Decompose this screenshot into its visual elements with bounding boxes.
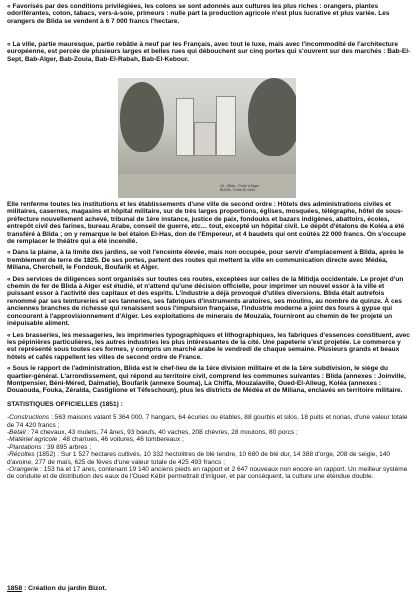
stats-label: -Plantations	[7, 443, 42, 451]
stats-value: : 153 ha et 17 ares, contenant 19 140 anciens pieds en rapport et 2 647 nouveaux non encore en rapport. Un meilleur système de conduite et de distribution des eaux de l'Oued Kébir permettrait d'irriguer, et par conséquent, la culture une étendue double.	[7, 466, 408, 481]
stats-label: -Bétail	[7, 428, 26, 436]
stats-value: : 39 895 arbres ;	[41, 443, 92, 451]
photo-tree-right	[248, 78, 296, 156]
stats-value: : 48 charrues, 46 voitures, 46 tombereaux ;	[57, 436, 184, 444]
stats-value: (1852) : Sur 1 527 hectares cultivés, 10 332 hectolitres de blé tendre, 10 680 de blé dur, 14 388 d'orge, 208 de seigle, 140 d'avoine, 277 de maïs, 625 de fèves d'une valeur totale de 425 493 francs ;	[7, 451, 391, 466]
footer-year: 1858	[7, 585, 23, 592]
paragraph-industries: « Les brasseries, les messageries, les imprimeries typographiques et lithographiques, les fabriques d'essences constituent, avec les pépinières particulières, les autres industries les plus intéressantes de la cité. Une papeterie s'est projetée. Le commerce y est représenté sous toutes ces formes, y compris un marché arabe le vendredi de chaque semaine. Plusieurs grands et beaux hôtels et cafés rappellent les villes de second ordre de France.	[7, 331, 410, 361]
photo-gate-pillar-left	[176, 98, 194, 156]
stats-value: : 74 chevaux, 43 mulets, 74 ânes, 93 bœufs, 40 vaches, 208 chèvres, 28 moutons, 80 porcs ;	[25, 428, 298, 436]
photo-caption-line2: BLIDA - Porte El-Sebt	[220, 188, 255, 192]
paragraph-institutions: Elle renferme toutes les institutions et les établissements d'une ville de second ordre : Hôtels des administrations civiles et militaires, casernes, magasins et hôpital militaire, sur de très larges proportions, églises, mosquées, télégraphe, hôtel de sous-préfecture nouvellement achevé, tribunal de 1ère instance, justice de paix, fondouks et bazars indigènes, abattoirs, écoles, entrepôt civil des farines, bureau Arabe, conseil de guerre, etc… tout, excepté un hôpital civil. Le dépôt d'étalons de Koléa a été transféré à Blida ; on y remarque le bel étalon El-Has, don de l'Empereur, et 4 baudets qui ont coûtés 22 000 francs. On s'occupe de remplacer le théâtre qui a été incendié.	[7, 201, 406, 246]
stats-line-materiel	[7, 436, 411, 443]
stats-line-betail	[7, 429, 411, 436]
stats-line-plantations	[7, 444, 411, 451]
photo-gate-wall	[194, 122, 216, 156]
body-text	[7, 201, 411, 481]
photo-caption	[220, 184, 294, 192]
stats-heading: STATISTIQUES OFFICIELLES (1851) :	[7, 400, 123, 408]
stats-line-orangerie	[7, 466, 411, 481]
footer-line	[7, 585, 411, 592]
stats-line-recoltes	[7, 451, 411, 466]
paragraph-administration: « Sous le rapport de l'administration, Blida est le chef-lieu de la 1ère division militaire et de la 1ère subdivision, le siège du quartier-général. L'arrondissement, qui répond au territoire civil, comprend les communes suivantes : Blida (annexes : Joinville, Montpensier, Béni-Méred, Dalmatie), Boufarik (annexe Souma), La Chiffa, Mouzaïaville, Oued-El-Alleug, Koléa (annexes : Douaouda, Fouka, Zéralda, Castiglione et Téfeschoun), plus les districts de Médéa et de Miliana, enclavés en territoire militaire.	[7, 365, 406, 395]
quote-paragraph: « La ville, partie mauresque, partie rebâtie à neuf par les Français, avec tout le luxe, mais avec l'incommodité de l'architecture européenne, est percée de plusieurs larges et belles rues qui débouchent sur cinq portes qui s'ouvrent sur des marchés : Bab-El-Sept, Bab-Alger, Bab-Zouia, Bab-El-Rabah, Bab-El-Kebour.	[7, 41, 411, 63]
footer-text: : Création du jardin Bizot.	[22, 585, 107, 592]
stats-label: -Constructions	[7, 414, 50, 422]
stats-label: -Récoltes	[7, 451, 35, 459]
stats-label: -Matériel agricole	[7, 436, 58, 444]
intro-paragraph: « Favorisés par des conditions privilégiées, les colons se sont adonnés aux cultures les plus riches : orangers, plantes odoriférantes, coton, tabacs, vers-à-soie, primeurs : nulle part la production agricole n'est plus lucrative et plus variée. Les orangers de Blida se vendent à 6 7 000 francs l'hectare.	[7, 3, 390, 25]
photo-tree-left	[120, 82, 164, 152]
stats-list	[7, 414, 411, 481]
paragraph-plaine: « Dans la plaine, à la limite des jardins, se voit l'enceinte élevée, mais non occupée, pour servir d'emplacement à Blida, après le tremblement de terre de 1825. De ses portes, partent des routes qui mettent la ville en communication directe avec Médéa, Miliana, Cherchell, le Fondouk, Boufarik et Alger.	[7, 249, 404, 272]
stats-line-constructions	[7, 414, 411, 429]
stats-value: : 563 maisons valant 5 364 000, 7 hangars, 64 écuries ou étables, 88 gourbis et silos, 18 puits et norias, d'une valeur totale de 74 420 francs ;	[7, 414, 408, 429]
paragraph-diligences: « Des services de diligences sont organisés sur toutes ces routes, exceptées sur celles de la Mitidja occidentale. Le projet d'un chemin de fer de Blida à Alger est étudié, et n'attend qu'une décision officielle, pour imprimer un nouvel essor à la ville et puissant essor à l'activité des capitaux et des esprits. L'industrie a déjà provoqué d'utiles diversions. Blida était autrefois renommé par ses teintureries et ses tanneries, ses fabriques d'instruments aratoires, ses moulins, au nombre de quinze. À ces anciennes branches de richesse qui renaissent sous l'impulsion française, l'industrie moderne a joint des fours à gypse qui concourent à l'approvisionnement d'Alger. Les exploitations de minerais de Mouzaïa, fourniront au chemin de fer projeté un inépuisable aliment.	[7, 275, 404, 328]
photo-gate-pillar-right	[216, 96, 236, 156]
stats-label: -Orangerie	[7, 466, 39, 473]
photo-caption-line1: 43 - Blida - Porte d'Alger	[220, 184, 260, 188]
photo-porte-bab-el-sebt	[118, 78, 296, 198]
